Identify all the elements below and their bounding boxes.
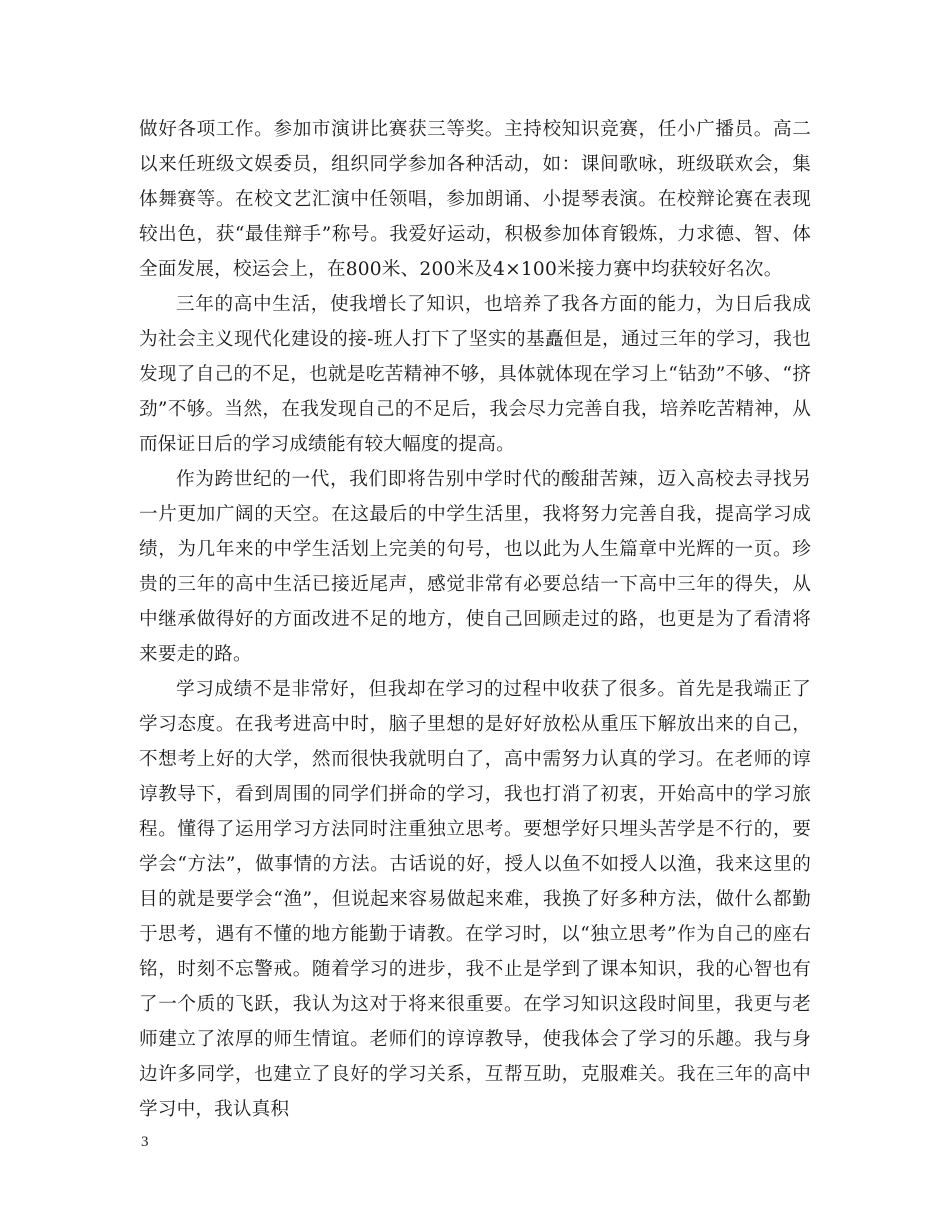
paragraph-2: 三年的高中生活，使我增长了知识，也培养了我各方面的能力，为日后我成为社会主义现代化建设的接-班人打下了坚实的基矗但是，通过三年的学习，我也发现了自己的不足，也就是吃苦精神不够，具体就体现在学习上“钻劲”不够、“挤劲”不够。当然，在我发现自己的不足后，我会尽力完善自我，培养吃苦精神，从而保证日后的学习成绩能有较大幅度的提高。: [139, 294, 811, 455]
document-body: [139, 112, 811, 1127]
paragraph-1: 做好各项工作。参加市演讲比赛获三等奖。主持校知识竞赛，任小广播员。高二以来任班级文娱委员，组织同学参加各种活动，如：课间歌咏，班级联欢会，集体舞赛等。在校文艺汇演中任领唱，参加朗诵、小提琴表演。在校辩论赛在表现较出色，获“最佳辩手”称号。我爱好运动，积极参加体育锻炼，力求德、智、体全面发展，校运会上，在800米、200米及4×100米接力赛中均获较好名次。: [139, 119, 811, 280]
paragraph-3: 作为跨世纪的一代，我们即将告别中学时代的酸甜苦辣，迈入高校去寻找另一片更加广阔的天空。在这最后的中学生活里，我将努力完善自我，提高学习成绩，为几年来的中学生活划上完美的句号，也以此为人生篇章中光辉的一页。珍贵的三年的高中生活已接近尾声，感觉非常有必要总结一下高中三年的得失，从中继承做得好的方面改进不足的地方，使自己回顾走过的路，也更是为了看清将来要走的路。: [139, 469, 811, 665]
page-number: 3: [141, 1134, 149, 1150]
paragraph-4: 学习成绩不是非常好，但我却在学习的过程中收获了很多。首先是我端正了学习态度。在我考进高中时，脑子里想的是好好放松从重压下解放出来的自己，不想考上好的大学，然而很快我就明白了，高中需努力认真的学习。在老师的谆谆教导下，看到周围的同学们拼命的学习，我也打消了初衷，开始高中的学习旅程。懂得了运用学习方法同时注重独立思考。要想学好只埋头苦学是不行的，要学会“方法”，做事情的方法。古话说的好，授人以鱼不如授人以渔，我来这里的目的就是要学会“渔”，但说起来容易做起来难，我换了好多种方法，做什么都勤于思考，遇有不懂的地方能勤于请教。在学习时，以“独立思考”作为自己的座右铭，时刻不忘警戒。随着学习的进步，我不止是学到了课本知识，我的心智也有了一个质的飞跃，我认为这对于将来很重要。在学习知识这段时间里，我更与老师建立了浓厚的师生情谊。老师们的谆谆教导，使我体会了学习的乐趣。我与身边许多同学，也建立了良好的学习关系，互帮互助，克服难关。我在三年的高中学习中，我认真积: [139, 679, 811, 1120]
